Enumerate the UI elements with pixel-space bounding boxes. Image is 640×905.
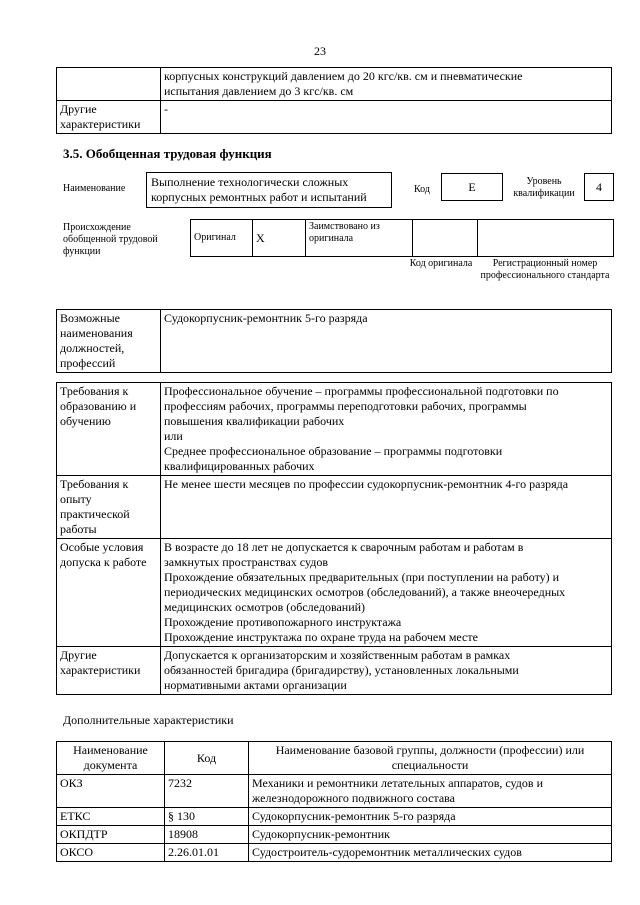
req-line: Прохождение противопожарного инструктажа (164, 615, 402, 629)
req-line: Прохождение инструктажа по охране труда на рабочем месте (164, 630, 478, 644)
section-title: 3.5. Обобщенная трудовая функция (63, 146, 272, 161)
reg-number-label: Регистрационный номер профессионального стандарта (480, 258, 610, 281)
cell-doc: ОКПДТР (57, 826, 165, 844)
cell-code: 18908 (165, 826, 249, 844)
cell-doc: ЕТКС (57, 808, 165, 826)
table-row (57, 808, 612, 826)
req-line: Прохождение обязательных предварительных (при поступлении на работу) и (164, 570, 560, 584)
code-original-cell (413, 220, 478, 257)
table-row (57, 68, 612, 101)
req-line: Среднее профессиональное образование – программы подготовки (164, 444, 503, 458)
req-label-special: Особые условия допуска к работе (57, 539, 161, 647)
table-row (57, 539, 612, 647)
req-line: медицинских осмотров (обследований) (164, 600, 366, 614)
req-line: Профессиональное обучение – программы профессиональной подготовки по (164, 384, 559, 398)
req-line: Допускается к организаторским и хозяйственным работам в рамках (164, 648, 511, 662)
cell-doc: ОКСО (57, 844, 165, 862)
req-line: замкнутых пространствах судов (164, 555, 328, 569)
code-original-label: Код оригинала (409, 258, 473, 269)
req-line: квалифицированных рабочих (164, 459, 315, 473)
table-row (57, 826, 612, 844)
origin-label: Происхождение обобщенной трудовой функции (63, 222, 158, 257)
original-label: Оригинал (191, 220, 253, 257)
req-line: нормативными актами организации (164, 678, 347, 692)
positions-value: Судокорпусник-ремонтник 5-го разряда (161, 310, 612, 373)
table-row (57, 775, 612, 808)
other-characteristics-value: - (161, 101, 612, 134)
header-document: Наименование документа (57, 742, 165, 775)
req-line: профессиям рабочих, программы переподготовки рабочих, программы (164, 399, 527, 413)
top-text-line-1: корпусных конструкций давлением до 20 кгс/кв. см и пневматические (164, 69, 523, 83)
top-table-label-cell (57, 68, 161, 101)
positions-table (56, 309, 612, 373)
req-line: обязанностей бригадира (бригадирству), установленных локальными (164, 663, 519, 677)
reg-number-cell (478, 220, 614, 257)
top-table (56, 67, 612, 134)
cell-code: 7232 (165, 775, 249, 808)
original-mark: X (253, 220, 306, 257)
table-row (57, 383, 612, 476)
req-line: повышения квалификации рабочих (164, 414, 345, 428)
table-row (57, 101, 612, 134)
positions-label: Возможные наименования должностей, профессий (57, 310, 161, 373)
requirements-table (56, 382, 612, 695)
top-table-value-cell (161, 68, 612, 101)
cell-code: 2.26.01.01 (165, 844, 249, 862)
table-row (57, 844, 612, 862)
header-code: Код (165, 742, 249, 775)
code-label: Код (414, 184, 430, 195)
additional-title: Дополнительные характеристики (63, 713, 234, 727)
req-line: В возрасте до 18 лет не допускается к сварочным работам и работам в (164, 540, 524, 554)
cell-name: Судокорпусник-ремонтник (249, 826, 612, 844)
level-label: Уровень квалификации (513, 176, 575, 199)
header-name: Наименование базовой группы, должности (профессии) или специальности (249, 742, 612, 775)
req-value-other (161, 647, 612, 695)
cell-name: Судостроитель-судоремонтник металлических судов (249, 844, 612, 862)
page-number: 23 (314, 44, 326, 58)
name-value: Выполнение технологически сложных корпусных ремонтных работ и испытаний (146, 172, 392, 208)
table-row (57, 647, 612, 695)
cell-name: Судокорпусник-ремонтник 5-го разряда (249, 808, 612, 826)
table-header-row (57, 742, 612, 775)
req-value-special (161, 539, 612, 647)
cell-doc: ОКЗ (57, 775, 165, 808)
name-label: Наименование (63, 183, 126, 194)
table-row (57, 310, 612, 373)
req-label-education: Требования к образованию и обучению (57, 383, 161, 476)
req-label-other: Другие характеристики (57, 647, 161, 695)
table-row (57, 476, 612, 539)
req-line: или (164, 429, 183, 443)
other-characteristics-label: Другие характеристики (57, 101, 161, 134)
additional-table (56, 741, 612, 862)
req-label-experience: Требования к опыту практической работы (57, 476, 161, 539)
top-text-line-2: испытания давлением до 3 кгс/кв. см (164, 84, 354, 98)
origin-table (190, 219, 614, 257)
cell-name: Механики и ремонтники летательных аппаратов, судов и железнодорожного подвижного состава (249, 775, 612, 808)
req-value-experience (161, 476, 612, 539)
code-value: E (441, 173, 503, 201)
level-value: 4 (584, 173, 614, 201)
req-line: Не менее шести месяцев по профессии судокорпусник-ремонтник 4-го разряда (164, 477, 569, 491)
cell-code: § 130 (165, 808, 249, 826)
req-line: периодических медицинских осмотров (обследований), а также внеочередных (164, 585, 566, 599)
borrowed-label: Заимствовано из оригинала (306, 220, 413, 257)
req-value-education (161, 383, 612, 476)
